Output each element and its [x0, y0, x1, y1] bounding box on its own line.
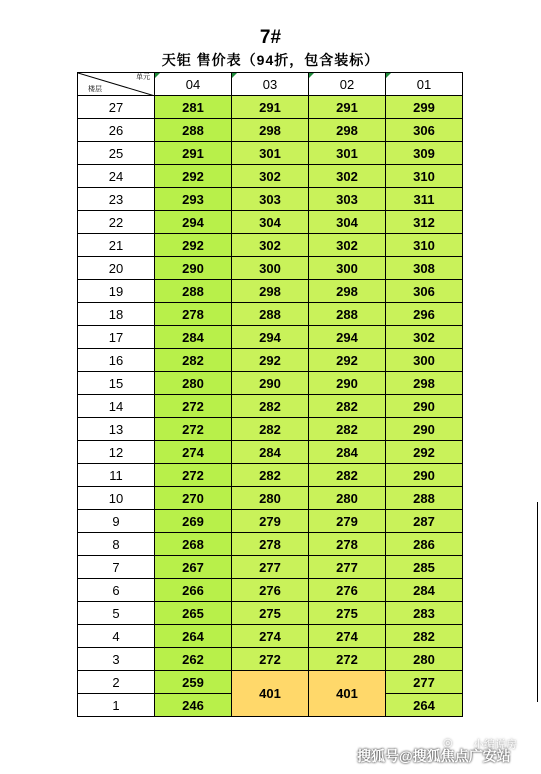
price-cell: 298 — [309, 119, 386, 142]
price-cell: 310 — [386, 234, 463, 257]
header-row — [78, 73, 463, 96]
floor-cell: 9 — [78, 510, 155, 533]
price-cell: 276 — [309, 579, 386, 602]
table-row — [78, 280, 463, 303]
price-cell: 298 — [309, 280, 386, 303]
price-cell: 296 — [386, 303, 463, 326]
table-row — [78, 326, 463, 349]
table-row — [78, 96, 463, 119]
price-cell: 270 — [155, 487, 232, 510]
price-table-bottom — [78, 671, 463, 717]
price-cell: 292 — [309, 349, 386, 372]
price-cell: 267 — [155, 556, 232, 579]
price-cell: 286 — [386, 533, 463, 556]
price-cell: 280 — [386, 648, 463, 671]
price-cell: 308 — [386, 257, 463, 280]
page-title: 7# — [259, 27, 282, 48]
price-cell: 278 — [232, 533, 309, 556]
price-cell: 288 — [155, 119, 232, 142]
floor-cell: 25 — [78, 142, 155, 165]
floor-axis-label: 楼层 — [88, 86, 102, 93]
price-cell: 281 — [155, 96, 232, 119]
price-cell: 287 — [386, 510, 463, 533]
price-cell: 246 — [155, 694, 232, 717]
price-cell: 282 — [155, 349, 232, 372]
price-cell: 294 — [309, 326, 386, 349]
price-cell: 266 — [155, 579, 232, 602]
price-cell: 290 — [309, 372, 386, 395]
price-cell: 284 — [232, 441, 309, 464]
floor-cell: 19 — [78, 280, 155, 303]
floor-cell: 5 — [78, 602, 155, 625]
price-cell: 272 — [155, 395, 232, 418]
price-cell: 277 — [232, 556, 309, 579]
price-cell: 277 — [386, 671, 463, 694]
price-table-body — [78, 73, 463, 671]
price-cell: 302 — [232, 234, 309, 257]
price-cell: 292 — [232, 349, 309, 372]
price-cell: 274 — [309, 625, 386, 648]
price-cell: 284 — [386, 579, 463, 602]
floor-cell: 10 — [78, 487, 155, 510]
price-cell: 262 — [155, 648, 232, 671]
table-subtitle: 天钜 售价表（94折，包含装标） — [161, 52, 380, 68]
unit-header-label: 04 — [185, 76, 201, 92]
price-cell: 292 — [155, 234, 232, 257]
price-cell: 274 — [155, 441, 232, 464]
price-cell: 288 — [386, 487, 463, 510]
price-cell: 298 — [232, 280, 309, 303]
table-row — [78, 165, 463, 188]
edge-divider — [537, 502, 538, 702]
price-cell: 304 — [232, 211, 309, 234]
floor-cell: 21 — [78, 234, 155, 257]
price-cell: 310 — [386, 165, 463, 188]
price-cell: 269 — [155, 510, 232, 533]
comment-marker-icon — [155, 73, 160, 78]
price-cell: 294 — [155, 211, 232, 234]
price-cell: 279 — [232, 510, 309, 533]
floor-cell: 18 — [78, 303, 155, 326]
price-cell: 279 — [309, 510, 386, 533]
table-row — [78, 349, 463, 372]
price-cell: 272 — [155, 464, 232, 487]
floor-cell: 6 — [78, 579, 155, 602]
price-cell: 302 — [386, 326, 463, 349]
price-cell: 282 — [309, 464, 386, 487]
table-row — [78, 533, 463, 556]
price-cell: 272 — [309, 648, 386, 671]
price-cell: 280 — [232, 487, 309, 510]
price-cell: 290 — [386, 395, 463, 418]
price-cell: 278 — [155, 303, 232, 326]
price-cell: 264 — [155, 625, 232, 648]
price-cell: 291 — [232, 96, 309, 119]
unit-header-03 — [232, 73, 309, 96]
floor-cell: 24 — [78, 165, 155, 188]
floor-cell: 23 — [78, 188, 155, 211]
price-cell: 292 — [155, 165, 232, 188]
floor-cell: 8 — [78, 533, 155, 556]
floor-cell: 16 — [78, 349, 155, 372]
floor-cell: 22 — [78, 211, 155, 234]
price-cell: 275 — [232, 602, 309, 625]
price-cell: 282 — [232, 418, 309, 441]
table-row — [78, 556, 463, 579]
price-cell: 275 — [309, 602, 386, 625]
price-cell: 272 — [232, 648, 309, 671]
floor-cell: 15 — [78, 372, 155, 395]
floor-cell: 27 — [78, 96, 155, 119]
table-row — [78, 303, 463, 326]
price-cell: 274 — [232, 625, 309, 648]
watermark-small: 小编说房 — [473, 739, 517, 751]
price-cell: 300 — [309, 257, 386, 280]
price-cell: 264 — [386, 694, 463, 717]
price-cell: 311 — [386, 188, 463, 211]
price-cell: 300 — [386, 349, 463, 372]
unit-header-01 — [386, 73, 463, 96]
price-cell: 284 — [155, 326, 232, 349]
table-row — [78, 119, 463, 142]
price-cell: 291 — [155, 142, 232, 165]
price-cell: 278 — [309, 533, 386, 556]
floor-cell: 17 — [78, 326, 155, 349]
wechat-icon: ◎ — [443, 737, 453, 749]
price-cell: 301 — [232, 142, 309, 165]
price-cell: 306 — [386, 280, 463, 303]
floor-cell: 1 — [78, 694, 155, 717]
table-row — [78, 441, 463, 464]
price-cell: 301 — [309, 142, 386, 165]
corner-header-cell — [78, 73, 155, 96]
floor-cell: 2 — [78, 671, 155, 694]
price-cell: 306 — [386, 119, 463, 142]
table-row — [78, 395, 463, 418]
price-cell: 292 — [386, 441, 463, 464]
price-cell: 293 — [155, 188, 232, 211]
price-cell: 304 — [309, 211, 386, 234]
price-cell: 277 — [309, 556, 386, 579]
comment-marker-icon — [232, 73, 237, 78]
comment-marker-icon — [309, 73, 314, 78]
price-cell: 283 — [386, 602, 463, 625]
price-cell-merged: 401 — [232, 671, 309, 717]
price-cell: 294 — [232, 326, 309, 349]
floor-cell: 14 — [78, 395, 155, 418]
price-cell: 302 — [232, 165, 309, 188]
price-cell-merged: 401 — [309, 671, 386, 717]
comment-marker-icon — [386, 73, 391, 78]
price-cell: 290 — [155, 257, 232, 280]
table-row — [78, 418, 463, 441]
price-cell: 290 — [232, 372, 309, 395]
table-row — [78, 142, 463, 165]
price-cell: 282 — [232, 395, 309, 418]
price-cell: 288 — [155, 280, 232, 303]
table-row — [78, 257, 463, 280]
table-row — [78, 234, 463, 257]
unit-axis-label: 单元 — [136, 74, 150, 81]
price-cell: 299 — [386, 96, 463, 119]
unit-header-label: 02 — [339, 76, 355, 92]
table-row — [78, 648, 463, 671]
price-cell: 298 — [386, 372, 463, 395]
unit-header-label: 01 — [416, 76, 432, 92]
price-cell: 288 — [309, 303, 386, 326]
unit-header-label: 03 — [262, 76, 278, 92]
price-cell: 282 — [309, 418, 386, 441]
price-cell: 288 — [232, 303, 309, 326]
price-cell: 268 — [155, 533, 232, 556]
price-cell: 302 — [309, 165, 386, 188]
table-row — [78, 464, 463, 487]
price-cell: 280 — [309, 487, 386, 510]
price-cell: 272 — [155, 418, 232, 441]
price-cell: 298 — [232, 119, 309, 142]
price-cell: 312 — [386, 211, 463, 234]
price-cell: 290 — [386, 418, 463, 441]
floor-cell: 7 — [78, 556, 155, 579]
table-row — [78, 602, 463, 625]
price-cell: 303 — [232, 188, 309, 211]
floor-cell: 26 — [78, 119, 155, 142]
table-row — [78, 510, 463, 533]
price-cell: 265 — [155, 602, 232, 625]
price-cell: 282 — [232, 464, 309, 487]
price-cell: 282 — [309, 395, 386, 418]
price-cell: 300 — [232, 257, 309, 280]
price-table — [77, 72, 463, 717]
price-cell: 282 — [386, 625, 463, 648]
price-cell: 303 — [309, 188, 386, 211]
floor-cell: 12 — [78, 441, 155, 464]
price-cell: 280 — [155, 372, 232, 395]
unit-header-04 — [155, 73, 232, 96]
floor-cell: 11 — [78, 464, 155, 487]
table-row — [78, 188, 463, 211]
floor-cell: 13 — [78, 418, 155, 441]
price-cell: 302 — [309, 234, 386, 257]
price-cell: 259 — [155, 671, 232, 694]
table-row — [78, 372, 463, 395]
floor-cell: 4 — [78, 625, 155, 648]
unit-header-02 — [309, 73, 386, 96]
price-cell: 284 — [309, 441, 386, 464]
table-row — [78, 487, 463, 510]
price-cell: 291 — [309, 96, 386, 119]
floor-cell: 20 — [78, 257, 155, 280]
price-cell: 290 — [386, 464, 463, 487]
watermark-text: 搜狐号@搜狐焦点广安站 — [357, 748, 511, 764]
price-cell: 285 — [386, 556, 463, 579]
table-row — [78, 211, 463, 234]
floor-cell: 3 — [78, 648, 155, 671]
price-cell: 276 — [232, 579, 309, 602]
table-row — [78, 579, 463, 602]
price-cell: 309 — [386, 142, 463, 165]
table-row-floor-2 — [78, 671, 463, 694]
table-row — [78, 625, 463, 648]
